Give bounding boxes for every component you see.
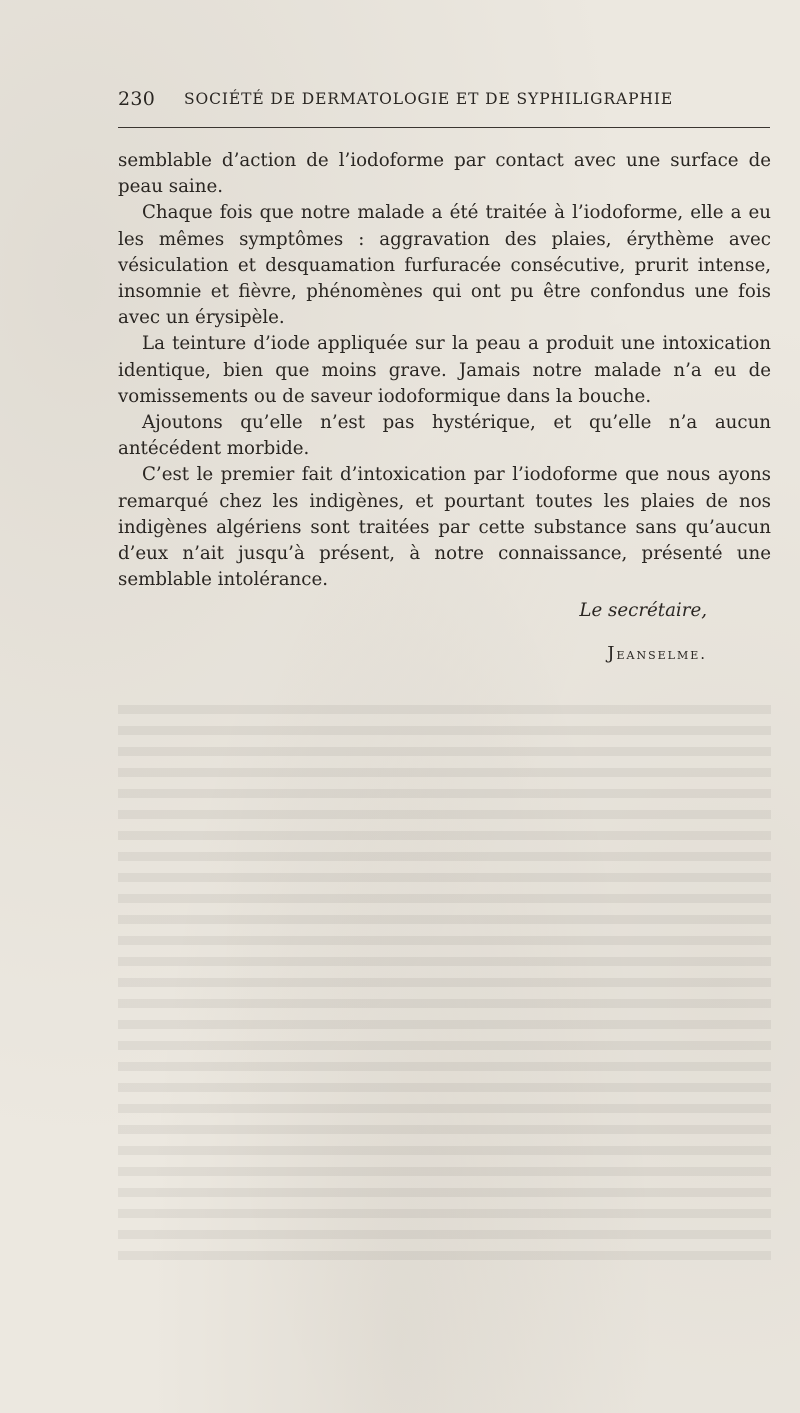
- header-rule: [118, 127, 770, 128]
- bleed-through-texture: [118, 705, 771, 1265]
- page-header: [118, 88, 770, 116]
- signature-title: Le secrétaire,: [579, 600, 707, 621]
- paragraph-symptoms: Chaque fois que notre malade a été traitée à l’iodoforme, elle a eu les mêmes symptômes : aggravation des plaies, érythème avec vésiculation et desquamation furfuracée consécutive, prurit intense, insomnie et fièvre, phénomènes qui ont pu être confondus une fois avec un érysipèle.: [118, 202, 771, 329]
- paragraph-antecedents: Ajoutons qu’elle n’est pas hystérique, et qu’elle n’a aucun antécédent morbide.: [118, 412, 771, 460]
- paragraph-conclusion: C’est le premier fait d’intoxication par l’iodoforme que nous ayons remarqué chez les indigènes, et pourtant toutes les plaies de nos indigènes algériens sont traitées par cette substance sans qu’aucun d’eux n’ait jusqu’à présent, à notre connaissance, présenté une semblable intolérance.: [118, 464, 771, 591]
- signature-name-rest: eanselme.: [616, 645, 707, 663]
- running-head: SOCIÉTÉ DE DERMATOLOGIE ET DE SYPHILIGRAPHIE: [184, 90, 674, 108]
- signature-name: [118, 643, 707, 664]
- paragraph-continuation: semblable d’action de l’iodoforme par contact avec une surface de peau saine.: [118, 150, 771, 198]
- paragraph-iodine-tincture: La teinture d’iode appliquée sur la peau a produit une intoxication identique, bien que moins grave. Jamais notre malade n’a eu de vomissements ou de saveur iodoformique dans la bouche.: [118, 333, 771, 407]
- signature-name-initial: J: [607, 643, 617, 664]
- body-text: [118, 148, 771, 593]
- page-number: 230: [118, 88, 156, 110]
